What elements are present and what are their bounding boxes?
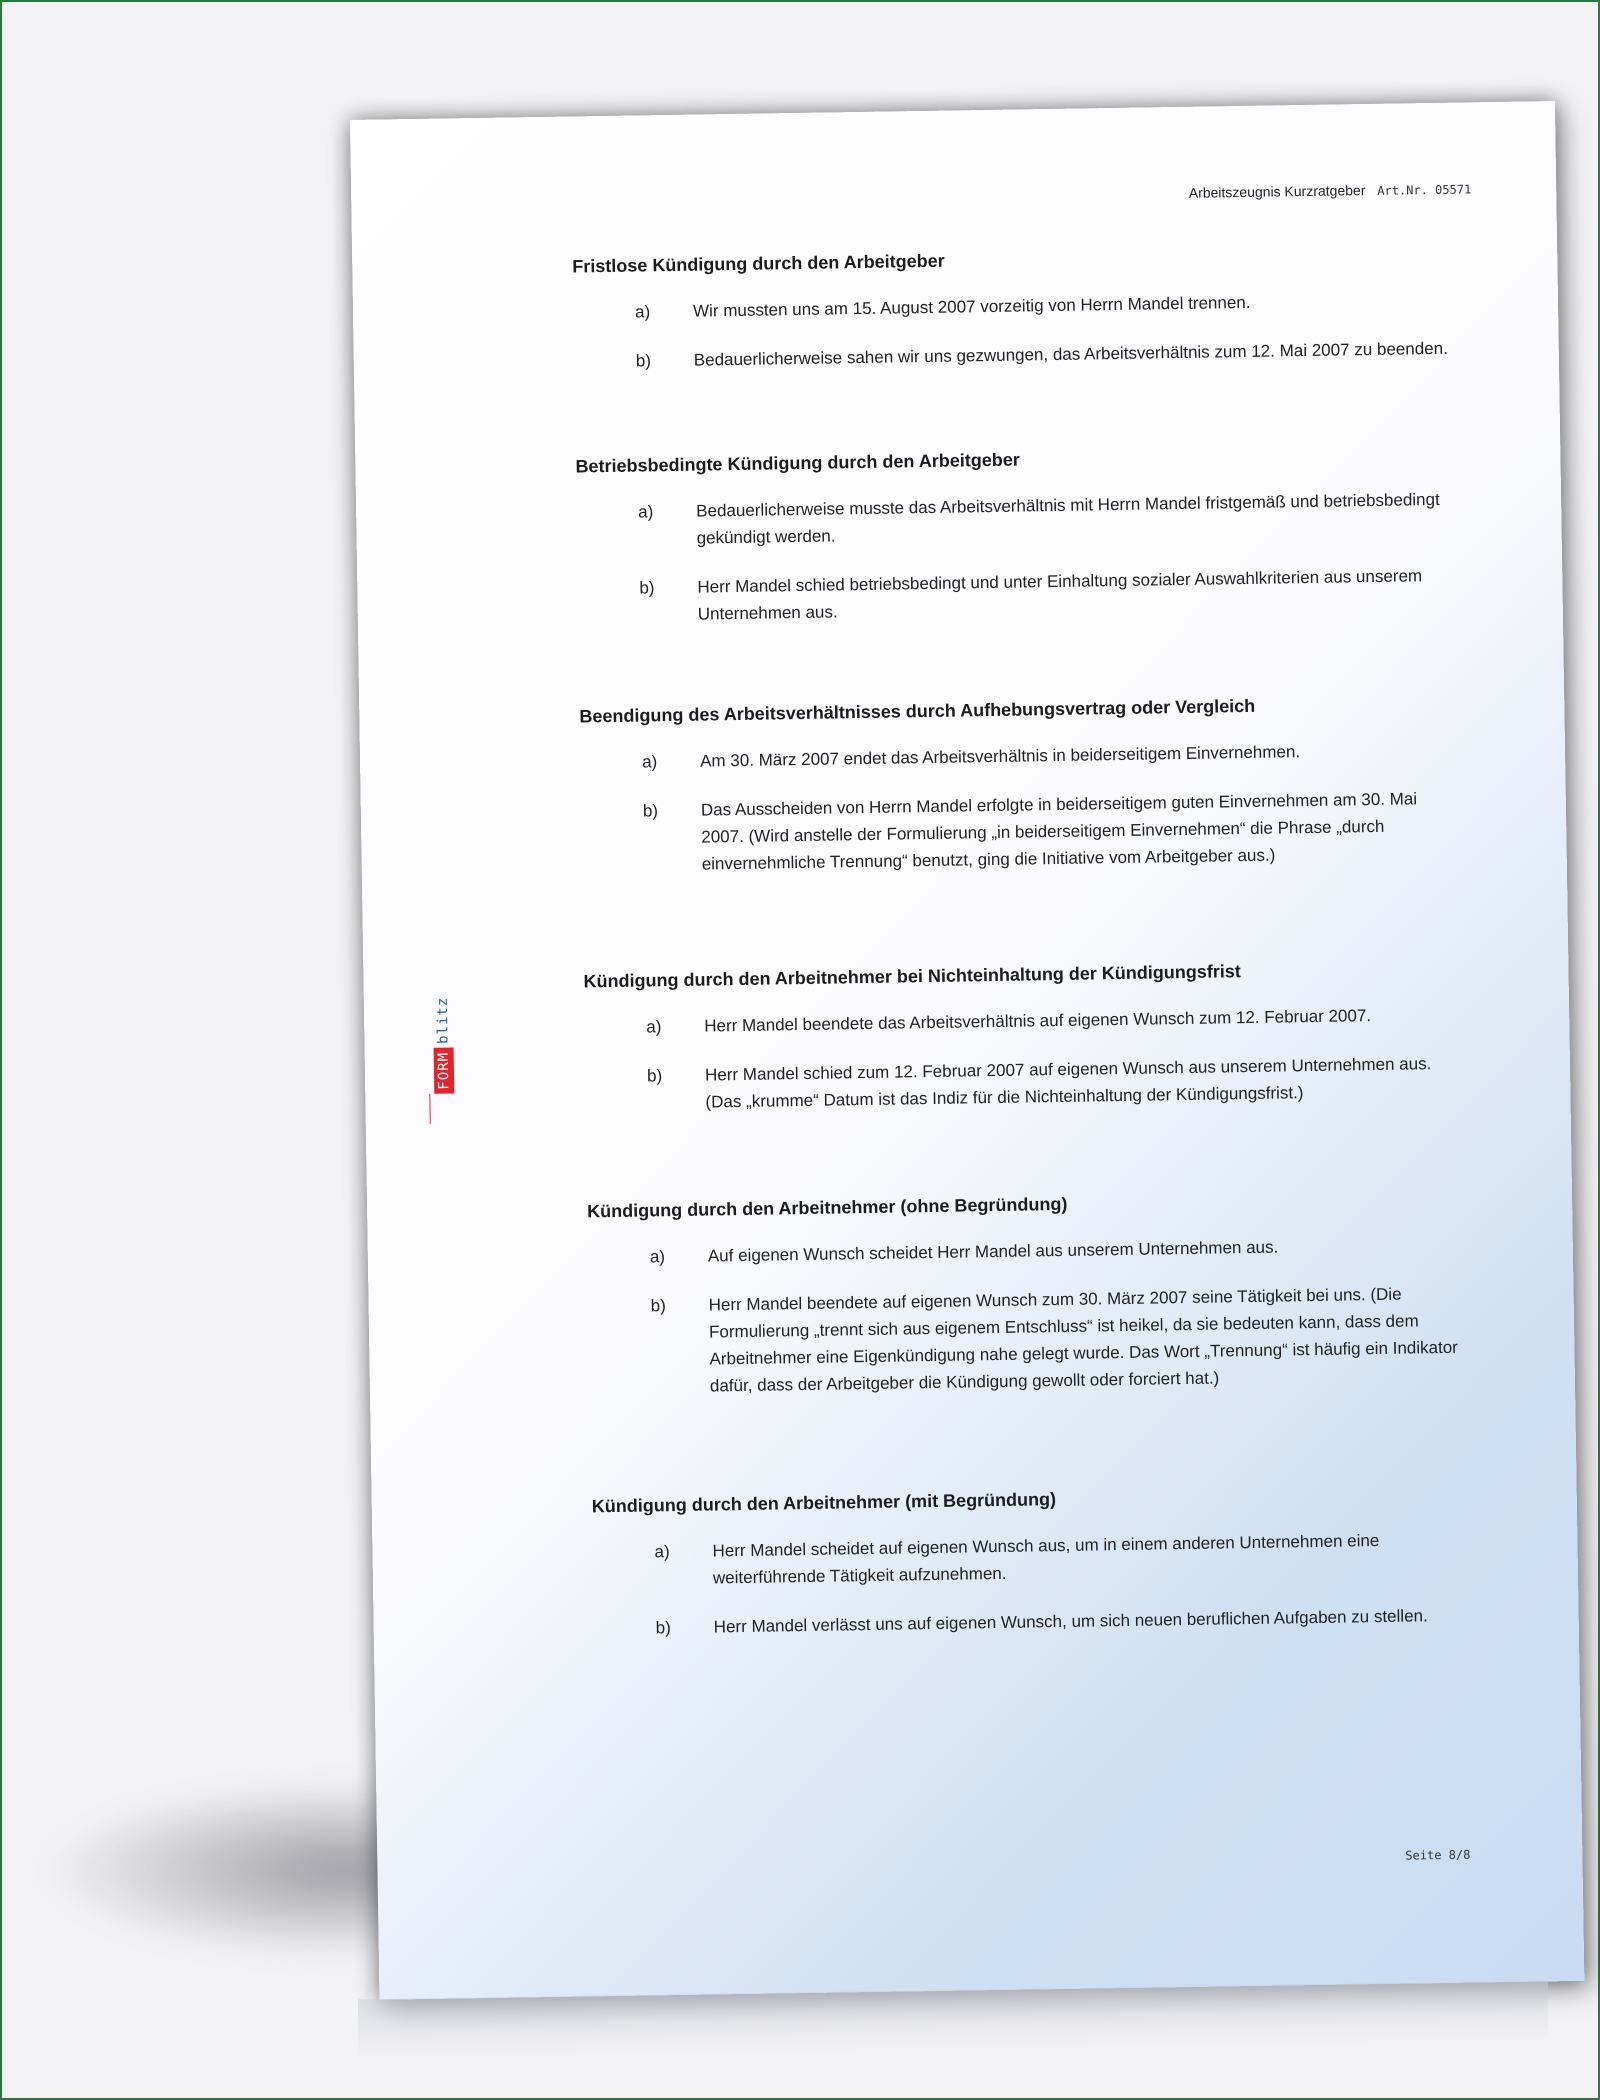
article-number: Art.Nr. 05571 — [1377, 182, 1472, 198]
section-betriebsbedingt — [575, 443, 1458, 630]
item-label: b) — [650, 1296, 666, 1316]
logo-form-text: FORM — [434, 1048, 455, 1094]
section-heading: Kündigung durch den Arbeitnehmer (mit Begründung) — [591, 1489, 1057, 1517]
item-text: Wir mussten uns am 15. August 2007 vorzeitig von Herrn Mandel trennen. — [692, 292, 1251, 321]
section-aufhebungsvertrag — [579, 693, 1462, 880]
list-item — [584, 1001, 1464, 1042]
document-page — [350, 101, 1584, 2000]
item-text: Am 30. März 2007 endet das Arbeitsverhältnis in beiderseitigem Einvernehmen. — [699, 742, 1301, 771]
logo-line — [429, 1094, 430, 1124]
page-header — [1189, 180, 1472, 200]
item-text: Das Ausscheiden von Herrn Mandel erfolgte in beiderseitigem guten Einvernehmen am 30. Mai 2007. (Wird anstelle der Formulierung „in beiderseitigem Einvernehmen“ die Phrase „durch einvernehmliche Trennung“ benutzt, ging die Initiative vom Arbeitgeber aus.) — [700, 789, 1418, 874]
page-number: Seite 8/8 — [1405, 1847, 1471, 1863]
item-text: Herr Mandel beendete auf eigenen Wunsch zum 30. März 2007 seine Tätigkeit bei uns. (Die Formulierung „trennt sich aus eigenem Entschluss“ ist heikel, da sie bedeuten kann, dass dem Arbeitnehmer eine Eigenkündigung nahe gelegt wurde. Das Wort „Trennung“ ist häufig ein Indikator dafür, dass der Arbeitgeber die Kündigung gewollt oder forciert hat.) — [708, 1284, 1459, 1396]
section-mit-begruendung — [592, 1483, 1474, 1643]
section-ohne-begruendung — [587, 1188, 1470, 1402]
item-label: b) — [642, 801, 659, 821]
list-item — [580, 736, 1460, 777]
item-text: Herr Mandel schied betriebsbedingt und unter Einhaltung sozialer Auswahlkriterien aus unserem Unternehmen aus. — [697, 566, 1423, 624]
formblitz-logo — [431, 943, 455, 1093]
list-item — [576, 486, 1457, 554]
list-item — [574, 335, 1454, 376]
item-text: Auf eigenen Wunsch scheidet Herr Mandel aus unserem Unternehmen aus. — [707, 1237, 1279, 1266]
section-heading: Betriebsbedingte Kündigung durch den Arbeitgeber — [575, 449, 1020, 477]
section-nichteinhaltung — [583, 958, 1465, 1118]
item-label: b) — [646, 1066, 663, 1086]
logo-blitz-text: blitz — [434, 996, 452, 1045]
list-item — [585, 1050, 1466, 1118]
item-text: Herr Mandel verlässt uns auf eigenen Wunsch, um sich neuen beruflichen Aufgaben zu stellen. — [713, 1606, 1428, 1637]
list-item — [577, 562, 1458, 630]
list-item — [573, 286, 1453, 327]
list-item — [588, 1280, 1470, 1402]
list-item — [581, 785, 1462, 880]
page-shadow — [40, 1780, 420, 1960]
item-text: Bedauerlicherweise musste das Arbeitsverhältnis mit Herrn Mandel fristgemäß und betriebsbedingt gekündigt werden. — [696, 489, 1440, 548]
section-heading: Kündigung durch den Arbeitnehmer (ohne Begründung) — [587, 1193, 1068, 1222]
list-item — [592, 1526, 1473, 1594]
section-heading: Fristlose Kündigung durch den Arbeitgeber — [572, 250, 945, 277]
item-label: b) — [655, 1618, 671, 1638]
item-text: Bedauerlicherweise sahen wir uns gezwungen, das Arbeitsverhältnis zum 12. Mai 2007 zu beenden. — [693, 338, 1448, 370]
item-text: Herr Mandel scheidet auf eigenen Wunsch aus, um in einem anderen Unternehmen eine weiterführende Tätigkeit aufzunehmen. — [712, 1531, 1380, 1588]
item-label: b) — [635, 351, 652, 371]
item-label: a) — [646, 1017, 662, 1037]
item-label: a) — [654, 1542, 670, 1562]
item-label: a) — [634, 302, 651, 322]
section-fristlose — [572, 243, 1454, 376]
item-label: b) — [639, 578, 655, 598]
item-label: a) — [638, 502, 654, 522]
item-text: Herr Mandel schied zum 12. Februar 2007 auf eigenen Wunsch aus unserem Unternehmen aus. (Das „krumme“ Datum ist das Indiz für die Nichteinhaltung der Kündigungsfrist.) — [704, 1054, 1432, 1112]
item-label: a) — [641, 752, 658, 772]
section-heading: Kündigung durch den Arbeitnehmer bei Nichteinhaltung der Kündigungsfrist — [583, 961, 1241, 992]
list-item — [594, 1602, 1474, 1643]
header-title: Arbeitszeugnis Kurzratgeber — [1188, 182, 1366, 201]
item-text: Herr Mandel beendete das Arbeitsverhältnis auf eigenen Wunsch zum 12. Februar 2007. — [704, 1006, 1372, 1036]
section-heading: Beendigung des Arbeitsverhältnisses durch Aufhebungsvertrag oder Vergleich — [579, 695, 1256, 727]
item-label: a) — [649, 1247, 666, 1267]
list-item — [588, 1231, 1468, 1272]
